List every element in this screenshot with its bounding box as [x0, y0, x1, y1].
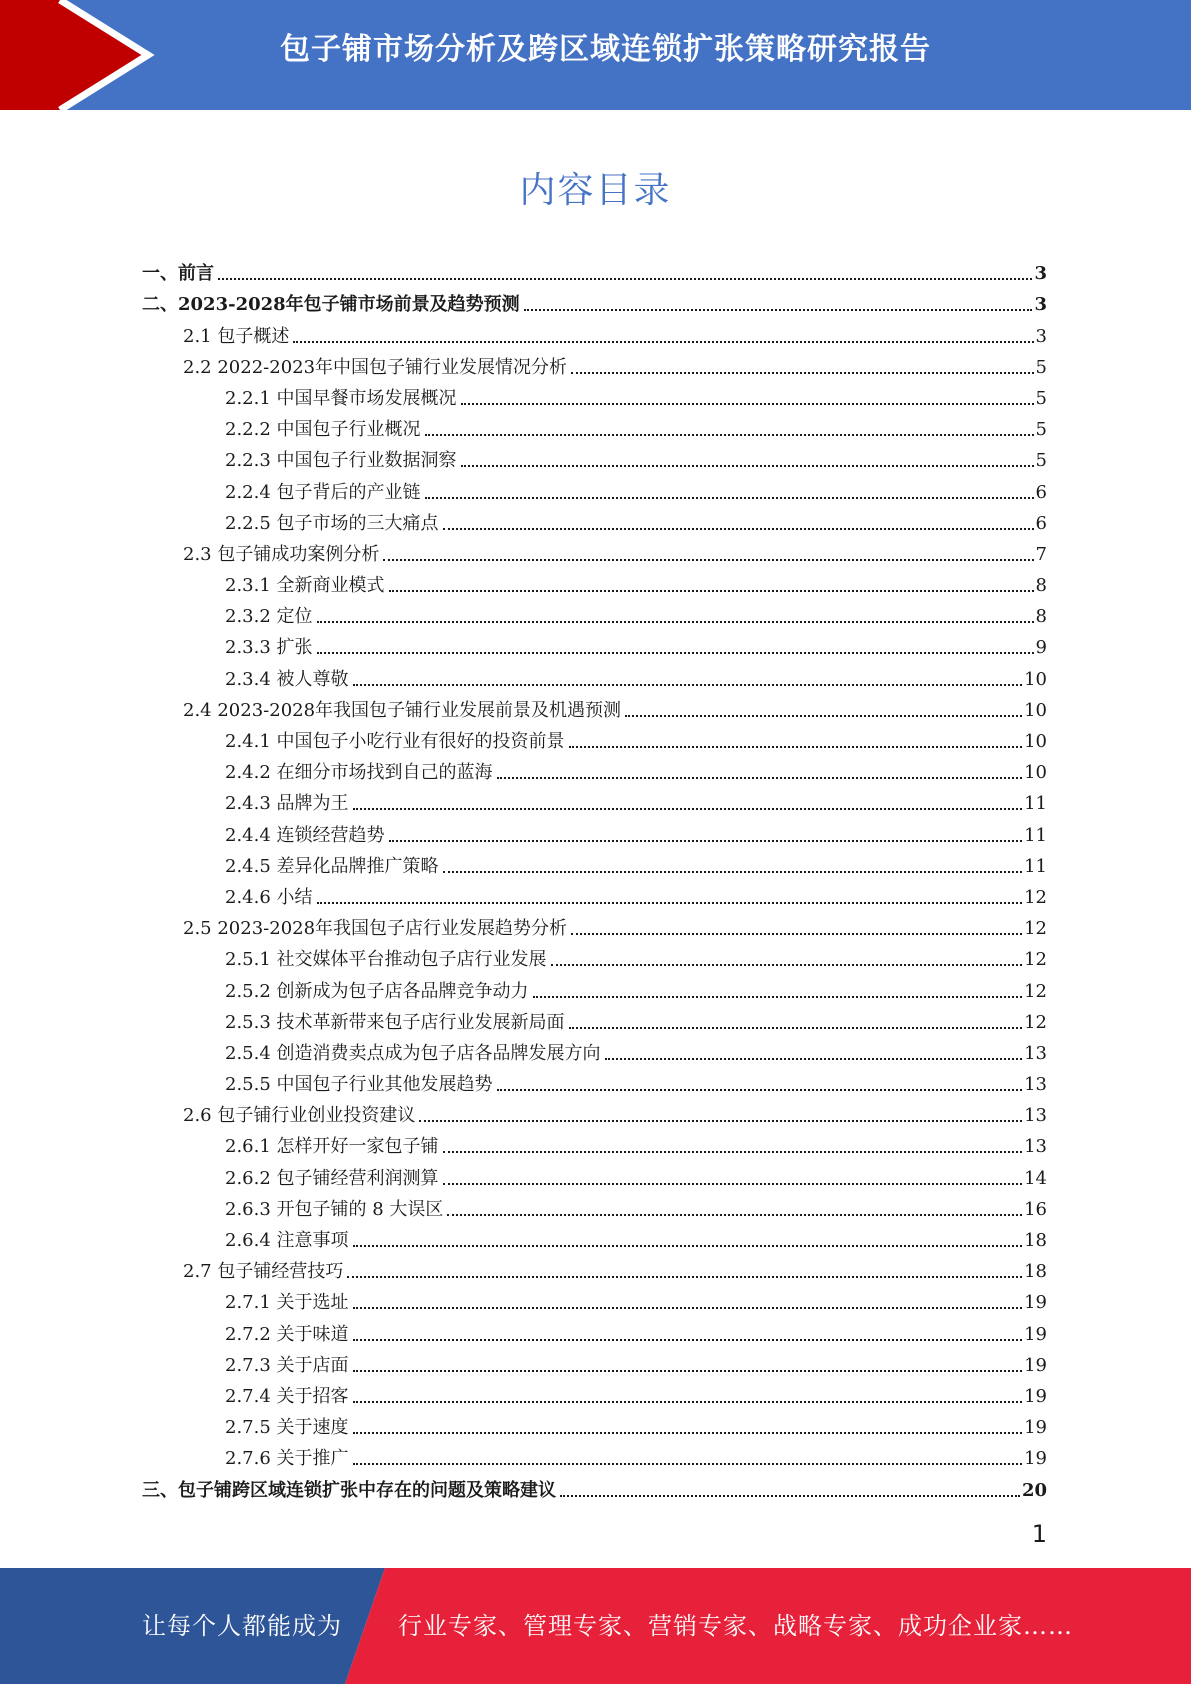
toc-entry[interactable]: [142, 628, 1047, 659]
toc-entry[interactable]: [142, 1377, 1047, 1408]
toc-entry-title: 2.5.1 社交媒体平台推动包子店行业发展: [225, 949, 547, 971]
toc-entry-title: 2.3 包子铺成功案例分析: [183, 543, 380, 565]
toc-entry-title: 2.3.4 被人尊敬: [225, 668, 349, 690]
toc-entry[interactable]: [142, 410, 1047, 441]
toc-entry-page: 13: [1024, 1042, 1047, 1064]
toc-leader-dots: [551, 964, 1023, 966]
toc-entry[interactable]: [142, 722, 1047, 753]
toc-entry-title: 2.5.3 技术革新带来包子店行业发展新局面: [225, 1011, 565, 1033]
toc-leader-dots: [353, 808, 1023, 810]
toc-entry[interactable]: [142, 535, 1047, 566]
toc-entry[interactable]: [142, 1470, 1047, 1501]
toc-entry-page: 11: [1024, 855, 1047, 877]
toc-leader-dots: [524, 309, 1033, 311]
toc-entry-page: 19: [1024, 1417, 1047, 1439]
toc-leader-dots: [571, 933, 1022, 935]
toc-leader-dots: [317, 652, 1034, 654]
toc-entry-page: 7: [1035, 543, 1047, 565]
toc-leader-dots: [353, 1432, 1023, 1434]
toc-entry-title: 2.2 2022-2023年中国包子铺行业发展情况分析: [183, 356, 568, 378]
toc-entry-page: 5: [1035, 450, 1047, 472]
toc-entry-title: 2.6 包子铺行业创业投资建议: [183, 1105, 416, 1127]
toc-entry-title: 2.7.3 关于店面: [225, 1354, 349, 1376]
toc-entry[interactable]: [142, 1034, 1047, 1065]
toc-entry[interactable]: [142, 691, 1047, 722]
toc-entry-page: 19: [1024, 1385, 1047, 1407]
toc-entry-title: 2.6.3 开包子铺的 8 大误区: [225, 1198, 444, 1220]
toc-entry[interactable]: [142, 1096, 1047, 1127]
toc-entry-title: 2.7.6 关于推广: [225, 1448, 349, 1470]
toc-entry-title: 2.5.4 创造消费卖点成为包子店各品牌发展方向: [225, 1042, 601, 1064]
toc-entry-page: 19: [1024, 1354, 1047, 1376]
toc-entry-title: 2.4.4 连锁经营趋势: [225, 824, 385, 846]
toc-entry-page: 12: [1024, 1011, 1047, 1033]
toc-leader-dots: [447, 1214, 1022, 1216]
toc-entry-title: 2.4.3 品牌为王: [225, 793, 349, 815]
toc-leader-dots: [461, 465, 1034, 467]
toc-entry-title: 2.3.2 定位: [225, 606, 313, 628]
toc-entry-page: 3: [1034, 263, 1047, 285]
toc-entry-page: 6: [1035, 512, 1047, 534]
toc-entry-title: 2.6.2 包子铺经营利润测算: [225, 1167, 439, 1189]
toc-entry[interactable]: [142, 597, 1047, 628]
toc-leader-dots: [571, 372, 1034, 374]
toc-entry-page: 12: [1024, 980, 1047, 1002]
page-footer: [0, 1568, 1191, 1684]
toc-entry[interactable]: [142, 1408, 1047, 1439]
toc-entry-title: 2.4 2023-2028年我国包子铺行业发展前景及机遇预测: [183, 699, 622, 721]
toc-leader-dots: [389, 840, 1023, 842]
toc-entry-page: 18: [1024, 1261, 1047, 1283]
toc-entry-title: 2.2.2 中国包子行业概况: [225, 419, 421, 441]
toc-entry-page: 14: [1024, 1167, 1047, 1189]
toc-entry[interactable]: [142, 659, 1047, 690]
toc-entry-title: 2.7.1 关于选址: [225, 1292, 349, 1314]
toc-leader-dots: [353, 1370, 1023, 1372]
toc-entry[interactable]: [142, 909, 1047, 940]
toc-entry-title: 2.4.5 差异化品牌推广策略: [225, 855, 439, 877]
toc-entry-title: 2.6.4 注意事项: [225, 1230, 349, 1251]
toc-entry-title: 2.7 包子铺经营技巧: [183, 1261, 344, 1283]
toc-leader-dots: [353, 684, 1023, 686]
toc-entry-title: 2.2.1 中国早餐市场发展概况: [225, 387, 457, 409]
toc-entry-title: 2.4.1 中国包子小吃行业有很好的投资前景: [225, 731, 565, 752]
toc-entry[interactable]: [142, 1003, 1047, 1034]
toc-leader-dots: [443, 871, 1023, 873]
toc-entry[interactable]: [142, 1190, 1047, 1221]
page-header: [0, 0, 1191, 110]
toc-entry[interactable]: [142, 940, 1047, 971]
toc-leader-dots: [353, 1401, 1023, 1403]
toc-leader-dots: [443, 1151, 1023, 1153]
toc-entry-title: 2.3.1 全新商业模式: [225, 575, 385, 597]
toc-leader-dots: [443, 1183, 1023, 1185]
toc-entry[interactable]: [142, 847, 1047, 878]
toc-leader-dots: [497, 777, 1023, 779]
toc-title: 内容目录: [519, 170, 672, 211]
toc-leader-dots: [605, 1058, 1023, 1060]
toc-entry[interactable]: [142, 566, 1047, 597]
toc-entry-page: 5: [1035, 419, 1047, 441]
toc-leader-dots: [353, 1245, 1023, 1247]
toc-entry[interactable]: [142, 878, 1047, 909]
toc-entry-title: 2.7.2 关于味道: [225, 1323, 349, 1345]
toc-leader-dots: [533, 996, 1023, 998]
toc-entry-page: 13: [1024, 1105, 1047, 1127]
toc-entry[interactable]: [142, 316, 1047, 347]
toc-entry-page: 11: [1024, 824, 1047, 846]
toc-entry[interactable]: [142, 504, 1047, 535]
toc-entry[interactable]: [142, 285, 1047, 316]
toc-leader-dots: [383, 559, 1033, 561]
toc-entry-page: 3: [1035, 325, 1047, 347]
toc-leader-dots: [569, 746, 1023, 748]
toc-leader-dots: [353, 1339, 1023, 1341]
toc-entry[interactable]: [142, 1158, 1047, 1189]
toc-entry-title: 2.4.6 小结: [225, 886, 313, 908]
toc-entry-title: 2.4.2 在细分市场找到自己的蓝海: [225, 762, 493, 784]
toc-entry[interactable]: [142, 1221, 1047, 1252]
toc-entry-page: 19: [1024, 1323, 1047, 1345]
toc-entry-page: 8: [1035, 575, 1047, 597]
toc-entry[interactable]: [142, 1065, 1047, 1096]
toc-entry-page: 20: [1021, 1479, 1047, 1501]
toc-entry-title: 2.6.1 怎样开好一家包子铺: [225, 1136, 439, 1158]
toc-entry-page: 13: [1024, 1136, 1047, 1158]
toc-entry-title: 一、前言: [142, 263, 214, 285]
toc-entry[interactable]: [142, 815, 1047, 846]
toc-entry-page: 10: [1024, 699, 1047, 721]
toc-entry[interactable]: [142, 1314, 1047, 1345]
toc-entry[interactable]: [142, 784, 1047, 815]
toc-leader-dots: [569, 1027, 1023, 1029]
toc-leader-dots: [389, 590, 1034, 592]
toc-leader-dots: [560, 1495, 1020, 1497]
toc-entry[interactable]: [142, 1252, 1047, 1283]
toc-entry-page: 6: [1035, 481, 1047, 503]
toc-leader-dots: [353, 1463, 1023, 1465]
toc-entry[interactable]: [142, 379, 1047, 410]
toc-entry-title: 2.7.5 关于速度: [225, 1417, 349, 1439]
toc-entry-page: 8: [1035, 606, 1047, 628]
toc-leader-dots: [347, 1276, 1022, 1278]
toc-entry[interactable]: [142, 971, 1047, 1002]
toc-entry-page: 5: [1035, 387, 1047, 409]
toc-entry-page: 13: [1024, 1074, 1047, 1096]
toc-entry-page: 9: [1035, 637, 1047, 659]
toc-leader-dots: [317, 621, 1034, 623]
toc-entry-page: 16: [1024, 1198, 1047, 1220]
toc-entry-page: 18: [1024, 1230, 1047, 1251]
toc-entry[interactable]: [142, 441, 1047, 472]
toc-entry-title: 2.2.4 包子背后的产业链: [225, 481, 421, 503]
toc-leader-dots: [443, 528, 1034, 530]
table-of-contents: [142, 254, 1047, 1502]
toc-entry[interactable]: [142, 1283, 1047, 1314]
toc-entry-page: 12: [1024, 886, 1047, 908]
toc-leader-dots: [317, 902, 1023, 904]
header-title: 包子铺市场分析及跨区域连锁扩张策略研究报告: [280, 32, 931, 67]
toc-entry-title: 2.7.4 关于招客: [225, 1385, 349, 1407]
toc-leader-dots: [625, 715, 1022, 717]
toc-entry-page: 19: [1024, 1292, 1047, 1314]
toc-entry-title: 2.2.5 包子市场的三大痛点: [225, 512, 439, 534]
toc-entry[interactable]: [142, 1127, 1047, 1158]
toc-entry-page: 3: [1034, 294, 1047, 316]
toc-entry-page: 12: [1024, 918, 1047, 940]
footer-slogan-left: 让每个人都能成为: [142, 1612, 342, 1640]
toc-leader-dots: [425, 497, 1034, 499]
toc-entry[interactable]: [142, 254, 1047, 285]
toc-entry-page: 5: [1035, 356, 1047, 378]
footer-slogan-right: 行业专家、管理专家、营销专家、战略专家、成功企业家……: [398, 1612, 1073, 1640]
toc-leader-dots: [218, 278, 1032, 280]
toc-entry[interactable]: [142, 348, 1047, 379]
toc-entry-page: 10: [1024, 668, 1047, 690]
toc-entry-title: 2.5.5 中国包子行业其他发展趋势: [225, 1074, 493, 1096]
toc-entry-title: 2.3.3 扩张: [225, 637, 313, 659]
toc-leader-dots: [419, 1120, 1022, 1122]
toc-entry[interactable]: [142, 753, 1047, 784]
toc-leader-dots: [461, 403, 1034, 405]
toc-entry[interactable]: [142, 1346, 1047, 1377]
toc-entry-page: 10: [1024, 762, 1047, 784]
toc-entry-page: 11: [1024, 793, 1047, 815]
toc-entry[interactable]: [142, 472, 1047, 503]
toc-leader-dots: [497, 1089, 1023, 1091]
page-number: 1: [1031, 1520, 1047, 1548]
toc-entry-title: 2.2.3 中国包子行业数据洞察: [225, 450, 457, 472]
header-red-arrow: [0, 0, 148, 110]
toc-leader-dots: [293, 341, 1033, 343]
toc-entry-page: 19: [1024, 1448, 1047, 1470]
toc-entry-title: 2.5 2023-2028年我国包子店行业发展趋势分析: [183, 918, 568, 940]
toc-leader-dots: [425, 434, 1034, 436]
toc-entry-title: 三、包子铺跨区域连锁扩张中存在的问题及策略建议: [142, 1479, 556, 1501]
toc-entry-title: 2.5.2 创新成为包子店各品牌竞争动力: [225, 980, 529, 1002]
toc-entry[interactable]: [142, 1439, 1047, 1470]
toc-entry-title: 二、2023-2028年包子铺市场前景及趋势预测: [142, 294, 520, 316]
toc-entry-page: 10: [1024, 731, 1047, 752]
toc-entry-page: 12: [1024, 949, 1047, 971]
toc-leader-dots: [353, 1307, 1023, 1309]
toc-entry-title: 2.1 包子概述: [183, 325, 290, 347]
